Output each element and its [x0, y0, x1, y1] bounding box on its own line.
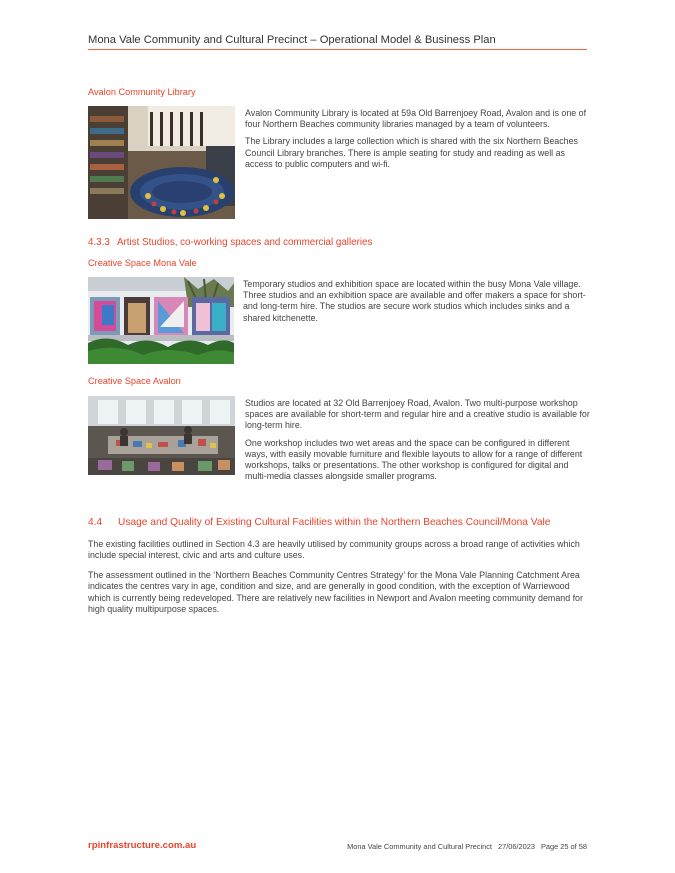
- section-title: Artist Studios, co-working spaces and commercial galleries: [117, 237, 373, 248]
- usage-quality-paragraph-2: The assessment outlined in the ‘Northern Beaches Community Centres Strategy’ for the Mona Vale Planning Catchment Area indicates the centres vary in age, condition and size, and are generally in good condition, with the exception of Warriewood which is currently being redeveloped. There are relatively new facilities in Newport and Avalon meeting community demand for high quality multipurpose spaces.: [88, 569, 583, 615]
- usage-quality-text: [88, 539, 588, 621]
- avalon-library-paragraph-2: The Library includes a large collection which is shared with the six Northern Beaches Council Library branches. There is ample seating for study and reading as well as access to public computers and wi-fi.: [245, 136, 578, 169]
- footer-website-link[interactable]: rpinfrastructure.com.au: [88, 840, 197, 851]
- avalon-library-paragraph-1: Avalon Community Library is located at 59a Old Barrenjoey Road, Avalon and is one of four Northern Beaches community libraries managed by a team of volunteers.: [245, 108, 587, 130]
- section-title: Usage and Quality of Existing Cultural Facilities within the Northern Beaches Council/Mona Vale: [118, 517, 551, 528]
- header-divider: [88, 49, 587, 50]
- creative-avalon-heading: Creative Space Avalon: [88, 376, 181, 386]
- creative-avalon-text: [245, 398, 590, 488]
- section-number: 4.4: [88, 517, 103, 528]
- creative-avalon-paragraph-2: One workshop includes two wet areas and the space can be configured in different ways, with easily movable furniture and flexible layouts to allow for a range of different workshops, talks or presentations. The other workshop is configured for digital and multi-media classes alongside smaller programs.: [245, 437, 583, 482]
- section-number: 4.3.3: [88, 237, 110, 248]
- creative-avalon-paragraph-1: Studios are located at 32 Old Barrenjoey Road, Avalon. Two multi-purpose workshop spaces are available for short-term and regular hire and a creative studio is available for long-term hire.: [245, 398, 590, 431]
- creative-mona-vale-paragraph-1: Temporary studios and exhibition space are located within the busy Mona Vale village. Three studios and an exhibition space are available and offer makers a space for short- and long-term hire. The studios are secure work studios which includes sinks and a shared kitchenette.: [243, 279, 586, 323]
- section-4-3-3-heading: [88, 237, 372, 248]
- avalon-library-text: [245, 108, 590, 176]
- creative-space-avalon-photo-icon: [88, 396, 235, 475]
- footer-page-number: Page 25 of 58: [540, 842, 587, 851]
- usage-quality-paragraph-1: The existing facilities outlined in Section 4.3 are heavily utilised by community groups across a broad range of activities which include special interest, civic and arts and culture uses.: [88, 539, 580, 561]
- creative-mona-vale-heading: Creative Space Mona Vale: [88, 258, 197, 268]
- creative-mona-vale-text: [243, 279, 588, 330]
- creative-space-mona-vale-photo-icon: [88, 277, 234, 364]
- avalon-library-heading: Avalon Community Library: [88, 87, 196, 97]
- page-header-title: Mona Vale Community and Cultural Precinct – Operational Model & Business Plan: [88, 34, 496, 46]
- library-photo-icon: [88, 106, 235, 219]
- footer-date: 27/06/2023: [497, 842, 535, 851]
- footer-info: [341, 842, 587, 851]
- footer-doc-title: Mona Vale Community and Cultural Precinct: [347, 842, 492, 851]
- section-4-4-heading: [88, 517, 550, 528]
